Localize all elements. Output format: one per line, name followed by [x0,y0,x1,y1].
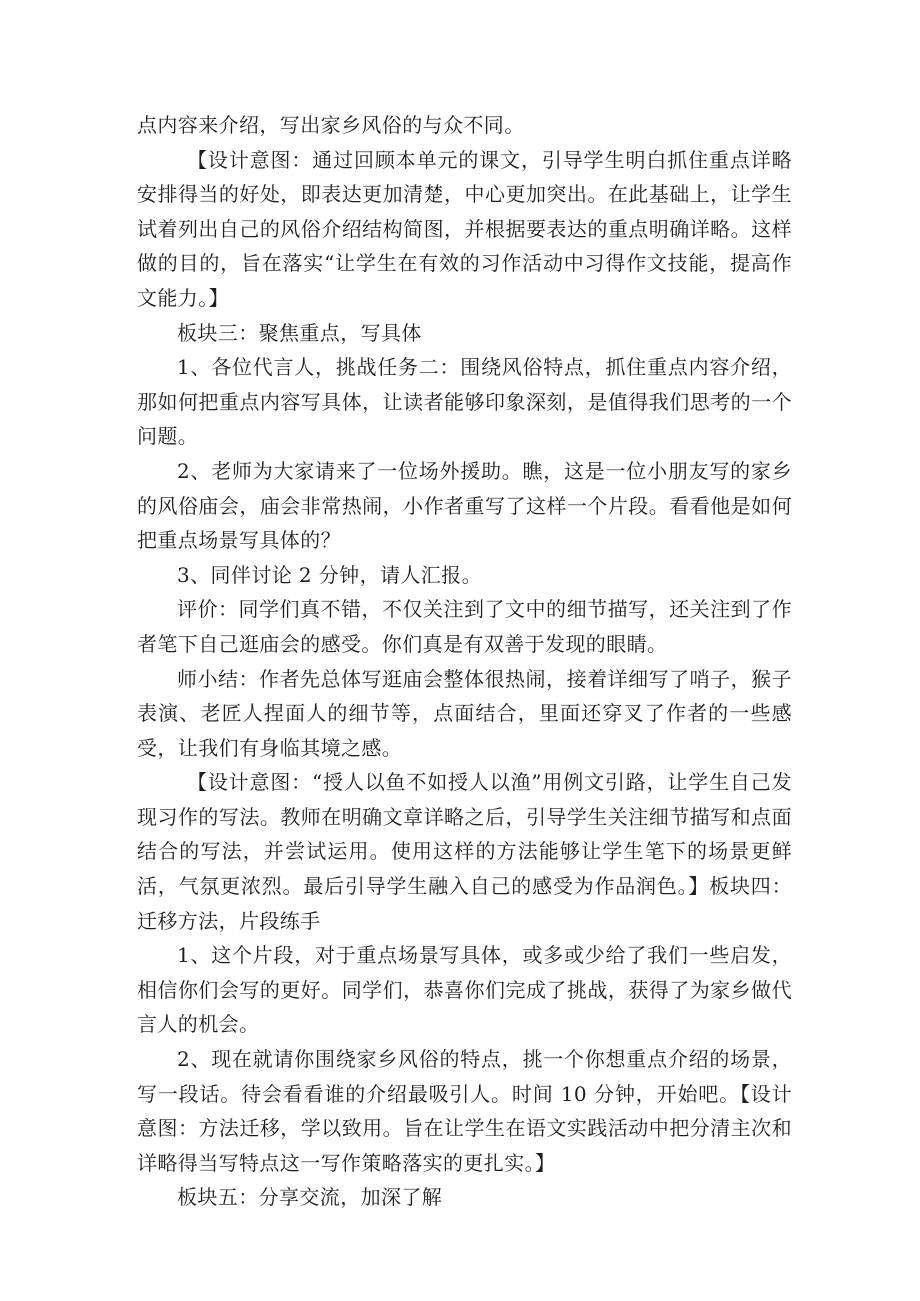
design-intent-note: 【设计意图：“授人以鱼不如授人以渔”用例文引路，让学生自己发现习作的写法。教师在明确文章详略之后，引导学生关注细节描写和点面结合的写法，并尝试运用。使用这样的方法能够让学生笔下的场景更鲜活，气氛更浓烈。最后引导学生融入自己的感受为作品润色。】板块四：迁移方法，片段练手 [137,770,792,933]
step-paragraph: 2、老师为大家请来了一位场外援助。瞧，这是一位小朋友写的家乡的风俗庙会，庙会非常热闹，小作者重写了这样一个片段。看看他是如何把重点场景写具体的？ [137,458,792,553]
step-paragraph: 2、现在就请你围绕家乡风俗的特点，挑一个你想重点介绍的场景，写一段话。待会看看谁的介绍最吸引人。时间 10 分钟，开始吧。【设计意图：方法迁移，学以致用。旨在让学生在语文实践活动中把分清主次和详略得当写特点这一写作策略落实的更扎实。】 [137,1047,792,1175]
step-paragraph: 1、这个片段，对于重点场景写具体，或多或少给了我们一些启发，相信你们会写的更好。同学们，恭喜你们完成了挑战，获得了为家乡做代言人的机会。 [137,943,792,1037]
design-intent-note: 【设计意图：通过回顾本单元的课文，引导学生明白抓住重点详略安排得当的好处，即表达更加清楚，中心更加突出。在此基础上，让学生试着列出自己的风俗介绍结构简图，并根据要表达的重点明确详略。这样做的目的，旨在落实“让学生在有效的习作活动中习得作文技能，提高作文能力。】 [137,147,792,310]
section-heading-3: 板块三：聚焦重点，写具体 [177,320,422,345]
section-heading-5: 板块五：分享交流，加深了解 [177,1185,443,1210]
step-paragraph: 3、同伴讨论 2 分钟，请人汇报。 [177,562,482,587]
step-paragraph: 1、各位代言人，挑战任务二：围绕风俗特点，抓住重点内容介绍，那如何把重点内容写具体，让读者能够印象深刻，是值得我们思考的一个问题。 [137,355,792,449]
document-body [137,108,792,1215]
evaluation-paragraph: 评价：同学们真不错，不仅关注到了文中的细节描写，还关注到了作者笔下自己逛庙会的感受。你们真是有双善于发现的眼睛。 [137,597,792,656]
paragraph-continuation: 点内容来介绍，写出家乡风俗的与众不同。 [137,113,525,137]
teacher-summary-paragraph: 师小结：作者先总体写逛庙会整体很热闹，接着详细写了哨子，猴子表演、老匠人捏面人的细节等，点面结合，里面还穿叉了作者的一些感受，让我们有身临其境之感。 [137,666,792,760]
